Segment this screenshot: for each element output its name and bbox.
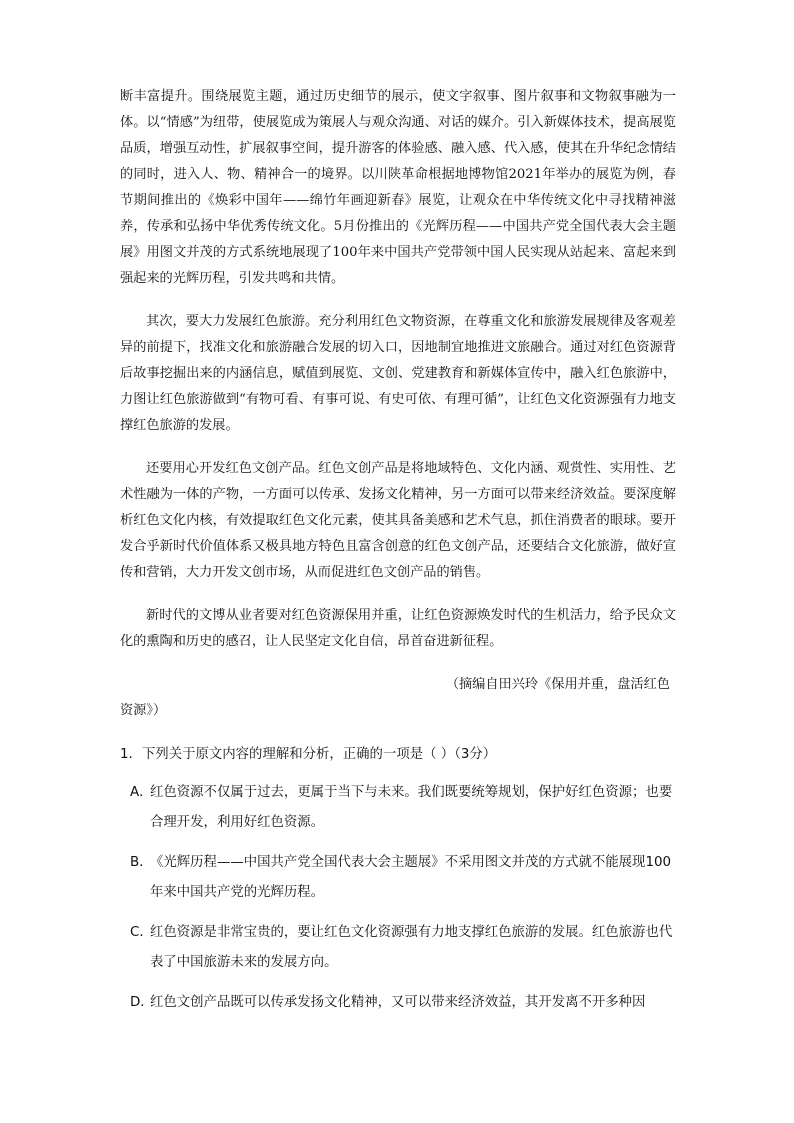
option-c [120, 918, 676, 978]
option-a-text: 红色资源不仅属于过去，更属于当下与未来。我们既要统筹规划，保护好红色资源；也要合理开发，利用好红色资源。 [150, 785, 673, 830]
article-paragraph-3: 还要用心开发红色文创产品。红色文创产品是将地域特色、文化内涵、观赏性、实用性、艺术性融为一体的产物，一方面可以传承、发扬文化精神，另一方面可以带来经济效益。要深度解析红色文化内核，有效提取红色文化元素，使其具备美感和艺术气息，抓住消费者的眼球。要开发合乎新时代价值体系又极具地方特色且富含创意的红色文创产品，还要结合文化旅游，做好宣传和营销，大力开发文创市场，从而促进红色文创产品的销售。 [120, 461, 676, 580]
option-d-letter: D． [130, 995, 154, 1010]
source-citation-continued: 资源》） [120, 703, 167, 718]
document-page [120, 84, 676, 1018]
option-c-letter: C． [130, 925, 153, 940]
option-a-letter: A． [130, 785, 153, 800]
option-a [120, 778, 676, 838]
option-b [120, 848, 676, 908]
option-c-text: 红色资源是非常宝贵的，要让红色文化资源强有力地支撑红色旅游的发展。红色旅游也代表了中国旅游未来的发展方向。 [150, 925, 673, 970]
question-stem: 1．下列关于原文内容的理解和分析，正确的一项是（ ）（3分） [120, 747, 497, 762]
option-b-letter: B． [130, 855, 153, 870]
article-paragraph-4: 新时代的文博从业者要对红色资源保用并重，让红色资源焕发时代的生机活力，给予民众文化的熏陶和历史的感召，让人民坚定文化自信，昂首奋进新征程。 [120, 608, 676, 649]
source-citation: （摘编自田兴玲《保用并重，盘活红色 [445, 677, 670, 692]
article-paragraph-1: 断丰富提升。围绕展览主题，通过历史细节的展示，使文字叙事、图片叙事和文物叙事融为一体。以“情感”为纽带，使展览成为策展人与观众沟通、对话的媒介。引入新媒体技术，提高展览品质，增强互动性，扩展叙事空间，提升游客的体验感、融入感、代入感，使其在升华纪念情结的同时，进入人、物、精神合一的境界。以川陕革命根据地博物馆2021年举办的展览为例，春节期间推出的《焕彩中国年——绵竹年画迎新春》展览，让观众在中华传统文化中寻找精神滋养，传承和弘扬中华优秀传统文化。5月份推出的《光辉历程——中国共产党全国代表大会主题展》用图文并茂的方式系统地展现了100年来中国共产党带领中国人民实现从站起来、富起来到强起来的光辉历程，引发共鸣和共情。 [120, 89, 676, 286]
option-b-text: 《光辉历程——中国共产党全国代表大会主题展》不采用图文并茂的方式就不能展现100年来中国共产党的光辉历程。 [150, 855, 672, 900]
option-d-text: 红色文创产品既可以传承发扬文化精神，又可以带来经济效益，其开发离不开多种因 [150, 995, 646, 1010]
option-d [120, 988, 676, 1018]
article-paragraph-2: 其次，要大力发展红色旅游。充分利用红色文物资源，在尊重文化和旅游发展规律及客观差异的前提下，找准文化和旅游融合发展的切入口，因地制宜地推进文旅融合。通过对红色资源背后故事挖掘出来的内涵信息，赋值到展览、文创、党建教育和新媒体宣传中，融入红色旅游中，力图让红色旅游做到“有物可看、有事可说、有史可依、有理可循”，让红色文化资源强有力地支撑红色旅游的发展。 [120, 314, 676, 433]
